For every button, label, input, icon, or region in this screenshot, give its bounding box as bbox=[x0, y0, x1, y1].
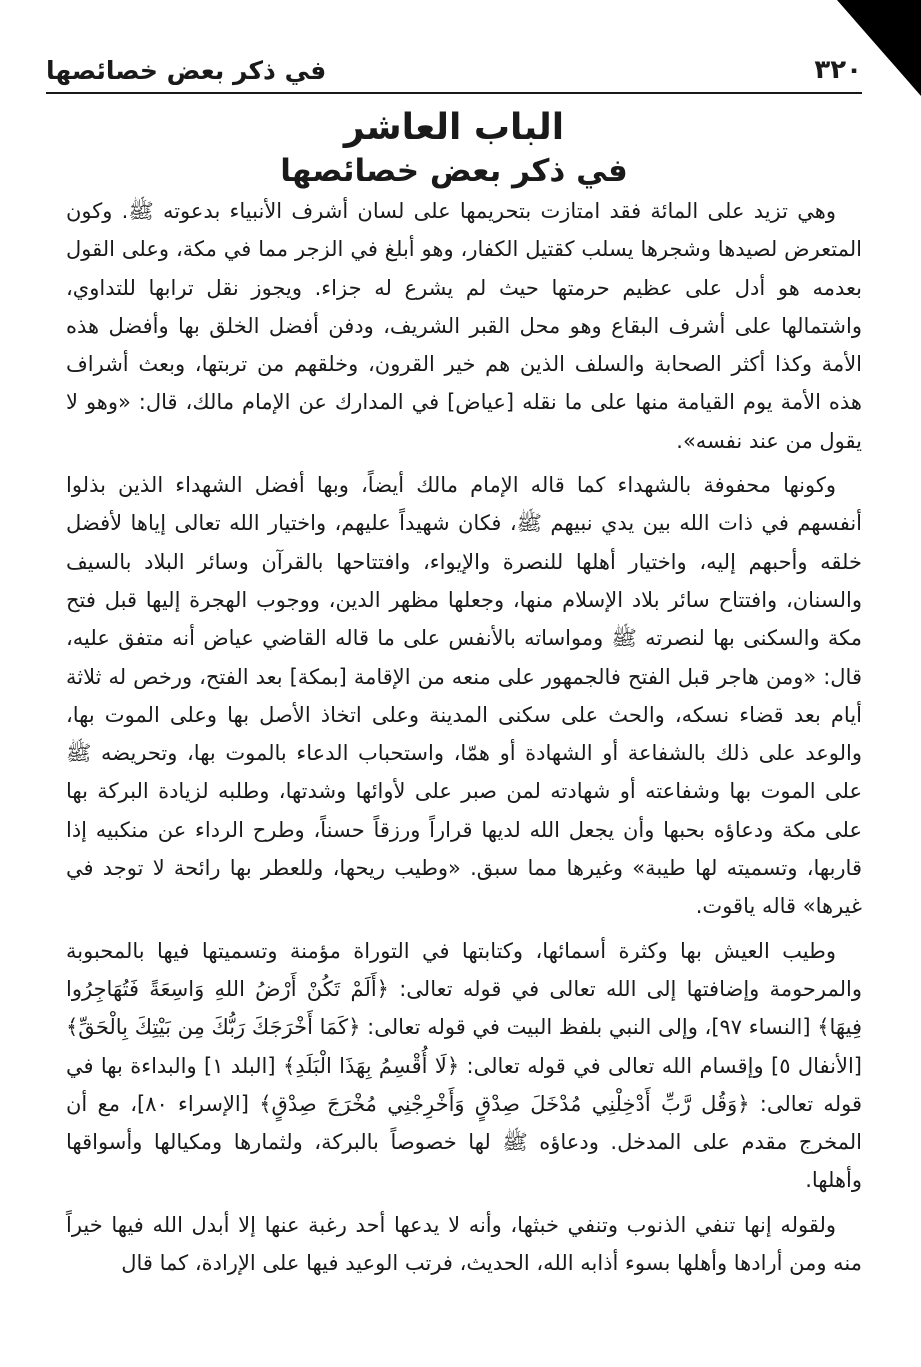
page-number: ٣٢٠ bbox=[814, 55, 862, 85]
paragraph-4: ولقوله إنها تنفي الذنوب وتنفي خبثها، وأنه لا يدعها أحد رغبة عنها إلا أبدل الله فيها خيراً منه ومن أرادها وأهلها بسوء أذابه الله، الحديث، فرتب الوعيد فيها على الإرادة، كما قال bbox=[66, 1212, 862, 1276]
page-header bbox=[46, 48, 862, 94]
paragraph-3: وطيب العيش بها وكثرة أسمائها، وكتابتها في التوراة مؤمنة وتسميتها فيها بالمحبوبة والمرحومة وإضافتها إلى الله تعالى في قوله تعالى: ﴿أَلَمْ تَكُنْ أَرْضُ اللهِ وَاسِعَةً فَتُهَاجِرُوا فِيهَا﴾ [النساء ٩٧]، وإلى النبي بلفظ البيت في قوله تعالى: ﴿كَمَا أَخْرَجَكَ رَبُّكَ مِن بَيْتِكَ بِالْحَقِّ﴾ [الأنفال ٥] وإقسام الله تعالى في قوله تعالى: ﴿لَا أُقْسِمُ بِهَذَا الْبَلَدِ﴾ [البلد ١] والبداءة بها في قوله تعالى: ﴿وَقُل رَّبِّ أَدْخِلْنِي مُدْخَلَ صِدْقٍ وَأَخْرِجْنِي مُخْرَجَ صِدْقٍ﴾ [الإسراء ٨٠]، مع أن المخرج مقدم على المدخل. ودعاؤه ﷺ لها خصوصاً بالبركة، ولثمارها ومكيالها وأسواقها وأهلها. bbox=[66, 938, 862, 1193]
running-title: في ذكر بعض خصائصها bbox=[46, 55, 327, 85]
chapter-title: الباب العاشر bbox=[343, 107, 565, 148]
body-text bbox=[66, 192, 862, 1282]
chapter-subtitle: في ذكر بعض خصائصها bbox=[280, 153, 628, 189]
paragraph-2: وكونها محفوفة بالشهداء كما قاله الإمام مالك أيضاً، وبها أفضل الشهداء الذين بذلوا أنفسهم في ذات الله بين يدي نبيهم ﷺ، فكان شهيداً عليهم، واختيار الله تعالى إياها لأفضل خلقه وأحبهم إليه، واختيار أهلها للنصرة والإيواء، وافتتاحها بالقرآن وسائر البلاد بالسيف والسنان، وافتتاح سائر بلاد الإسلام منها، وجعلها مظهر الدين، ووجوب الهجرة إليها قبل فتح مكة والسكنى بها لنصرته ﷺ ومواساته بالأنفس على ما قاله القاضي عياض أنه متفق عليه، قال: «ومن هاجر قبل الفتح فالجمهور على منعه من الإقامة [بمكة] بعد الفتح، ورخص له ثلاثة أيام بعد قضاء نسكه، والحث على سكنى المدينة وعلى اتخاذ الأصل بها وعلى الموت بها، والوعد على ذلك بالشفاعة أو الشهادة أو همّا، واستحباب الدعاء بالموت بها، وتحريضه ﷺ على الموت بها وشفاعته أو شهادته لمن صبر على لأوائها وشدتها، وطلبه لزيادة البركة بها على مكة ودعاؤه بحبها وأن يجعل الله لديها قراراً ورزقاً حسناً، وطرح الرداء عن منكبيه إذا قاربها، وتسميته لها طيبة» وغيرها مما سبق. «وطيب ريحها، وللعطر بها رائحة لا توجد في غيرها» قاله ياقوت. bbox=[66, 473, 862, 919]
paragraph-1: وهي تزيد على المائة فقد امتازت بتحريمها على لسان أشرف الأنبياء بدعوته ﷺ. وكون المتعرض لصيدها وشجرها يسلب كقتيل الكفار، وهو أبلغ في الزجر مما في مكة، وعلى القول بعدمه هو أدل على عظيم حرمتها حيث لم يشرع له جزاء. ويجوز نقل ترابها للتداوي، واشتمالها على أشرف البقاع وهو محل القبر الشريف، ودفن أفضل الخلق بها وأفضل هذه الأمة وكذا أكثر الصحابة والسلف الذين هم خير القرون، وخلقهم من تربتها، وبعث أشراف هذه الأمة يوم القيامة منها على ما نقله [عياض] في المدارك عن الإمام مالك، قال: «وهو لا يقول من عند نفسه». bbox=[66, 199, 862, 453]
chapter-heading bbox=[46, 106, 862, 192]
